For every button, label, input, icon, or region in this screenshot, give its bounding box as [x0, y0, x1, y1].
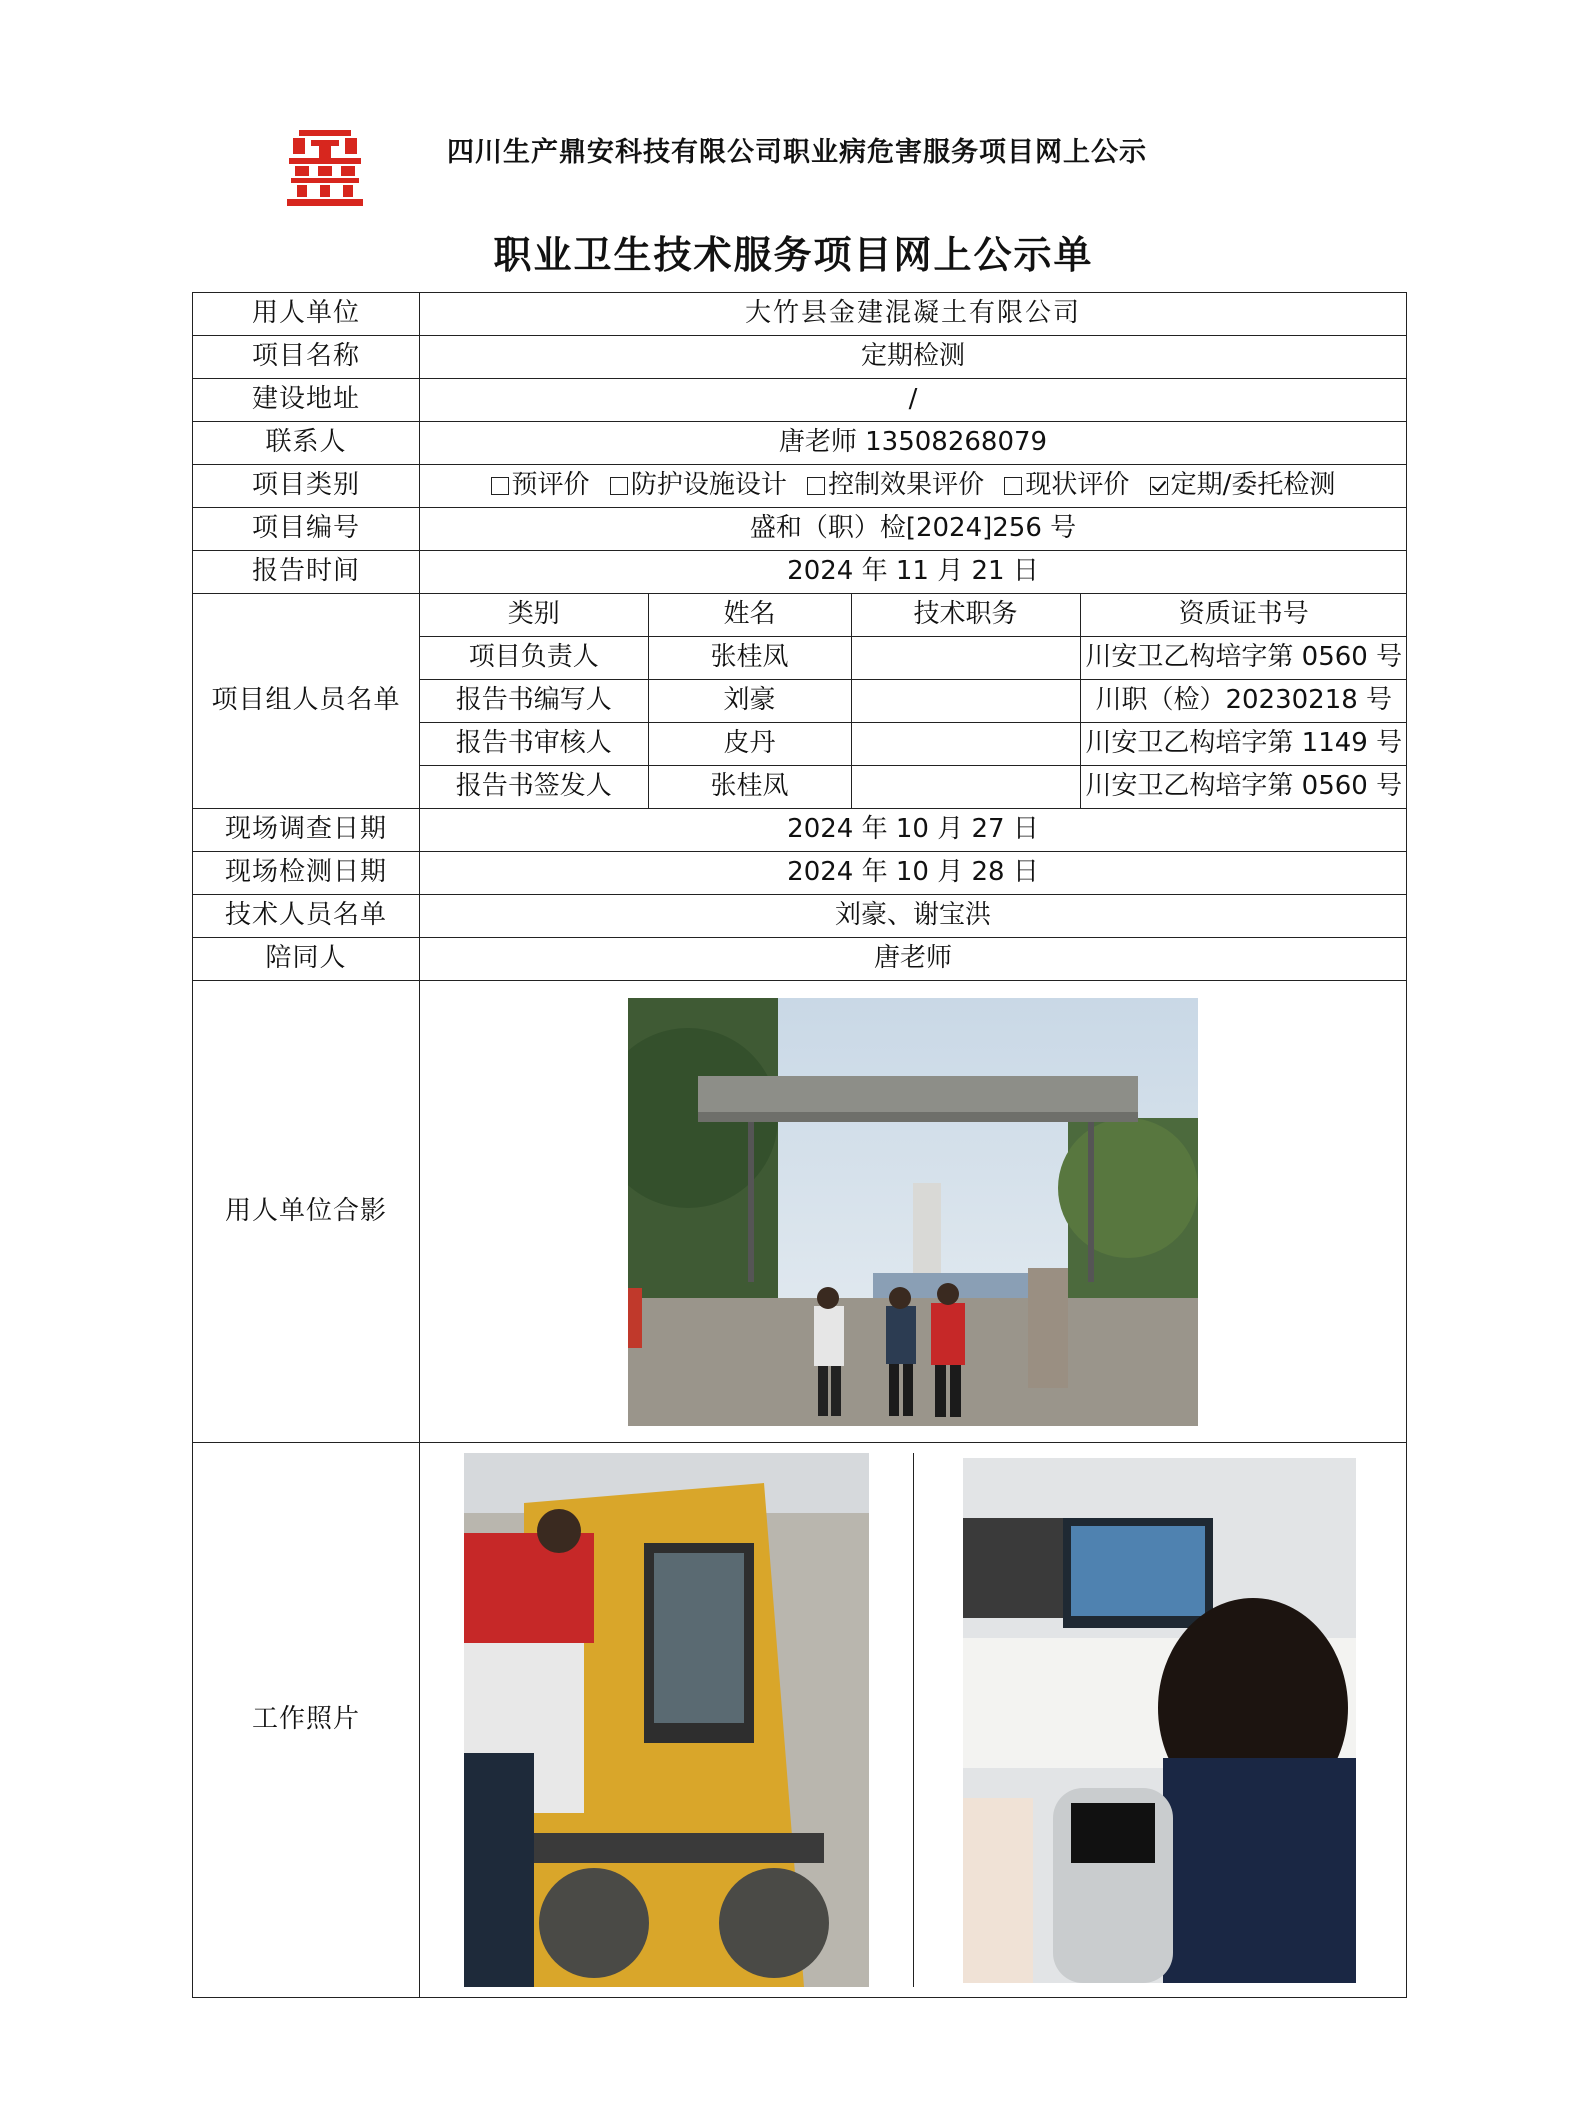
- category-option-pre-evaluation[interactable]: 预评价: [491, 470, 590, 500]
- team-member-row: [420, 766, 1407, 809]
- team-header-title: 技术职务: [851, 594, 1080, 637]
- checkbox-icon[interactable]: [1004, 477, 1022, 495]
- project-name-value: 定期检测: [420, 336, 1407, 379]
- employer-label: 用人单位: [193, 293, 420, 336]
- team-header-category: 类别: [420, 594, 648, 637]
- member-name: 张桂凤: [648, 766, 851, 809]
- member-cert: 川安卫乙构培字第 0560 号: [1080, 766, 1407, 809]
- category-option-periodic-testing[interactable]: 定期/委托检测: [1150, 470, 1336, 500]
- checked-checkbox-icon[interactable]: [1150, 477, 1168, 495]
- test-date-value: 2024 年 10 月 28 日: [420, 852, 1407, 895]
- survey-date-value: 2024 年 10 月 27 日: [420, 809, 1407, 852]
- test-date-row: [193, 852, 1407, 895]
- work-photo-right-cell: [914, 1453, 1407, 1987]
- category-row: [193, 465, 1407, 508]
- work-photo-left-cell: [420, 1453, 914, 1987]
- address-label: 建设地址: [193, 379, 420, 422]
- survey-date-row: [193, 809, 1407, 852]
- survey-date-label: 现场调查日期: [193, 809, 420, 852]
- address-row: [193, 379, 1407, 422]
- team-header-name: 姓名: [648, 594, 851, 637]
- member-name: 皮丹: [648, 723, 851, 766]
- member-cert: 川职（检）20230218 号: [1080, 680, 1407, 723]
- category-option-protection-design[interactable]: 防护设施设计: [610, 470, 787, 500]
- company-seal-logo-icon: [285, 128, 365, 208]
- category-label: 项目类别: [193, 465, 420, 508]
- team-member-row: [420, 637, 1407, 680]
- disclosure-form-table: [192, 292, 1407, 1998]
- team-subtable-cell: [420, 594, 1407, 809]
- team-member-row: [420, 723, 1407, 766]
- document-title: 职业卫生技术服务项目网上公示单: [493, 232, 1094, 277]
- technicians-label: 技术人员名单: [193, 895, 420, 938]
- group-photo-cell: [420, 981, 1407, 1443]
- checkbox-icon[interactable]: [491, 477, 509, 495]
- group-photo-image: [628, 998, 1198, 1426]
- escort-label: 陪同人: [193, 938, 420, 981]
- contact-value: 唐老师 13508268079: [420, 422, 1407, 465]
- member-role: 报告书编写人: [420, 680, 648, 723]
- contact-row: [193, 422, 1407, 465]
- member-role: 报告书审核人: [420, 723, 648, 766]
- escort-row: [193, 938, 1407, 981]
- work-photos-label: 工作照片: [193, 1443, 420, 1998]
- group-photo-label: 用人单位合影: [193, 981, 420, 1443]
- member-name: 张桂凤: [648, 637, 851, 680]
- category-option-control-effect[interactable]: 控制效果评价: [807, 470, 984, 500]
- address-value: /: [420, 379, 1407, 422]
- project-no-row: [193, 508, 1407, 551]
- project-name-row: [193, 336, 1407, 379]
- company-header-title: 四川生产鼎安科技有限公司职业病危害服务项目网上公示: [447, 137, 1147, 168]
- checkbox-icon[interactable]: [610, 477, 628, 495]
- member-title: [851, 766, 1080, 809]
- project-no-label: 项目编号: [193, 508, 420, 551]
- checkbox-icon[interactable]: [807, 477, 825, 495]
- team-label: 项目组人员名单: [193, 594, 420, 809]
- group-photo-row: [193, 981, 1407, 1443]
- technicians-value: 刘豪、谢宝洪: [420, 895, 1407, 938]
- team-subtable: [420, 594, 1407, 808]
- team-row: [193, 594, 1407, 809]
- category-option-status-evaluation[interactable]: 现状评价: [1004, 470, 1129, 500]
- work-photos-row: [193, 1443, 1407, 1998]
- work-photo-loader-image: [464, 1453, 869, 1987]
- team-header-cert: 资质证书号: [1080, 594, 1407, 637]
- test-date-label: 现场检测日期: [193, 852, 420, 895]
- report-time-label: 报告时间: [193, 551, 420, 594]
- member-role: 报告书签发人: [420, 766, 648, 809]
- team-member-row: [420, 680, 1407, 723]
- member-title: [851, 680, 1080, 723]
- employer-row: [193, 293, 1407, 336]
- project-name-label: 项目名称: [193, 336, 420, 379]
- employer-value: 大竹县金建混凝土有限公司: [420, 293, 1407, 336]
- work-photos-cell: [420, 1443, 1407, 1998]
- member-cert: 川安卫乙构培字第 0560 号: [1080, 637, 1407, 680]
- member-role: 项目负责人: [420, 637, 648, 680]
- report-time-row: [193, 551, 1407, 594]
- member-name: 刘豪: [648, 680, 851, 723]
- escort-value: 唐老师: [420, 938, 1407, 981]
- member-cert: 川安卫乙构培字第 1149 号: [1080, 723, 1407, 766]
- team-header-row: [420, 594, 1407, 637]
- member-title: [851, 723, 1080, 766]
- contact-label: 联系人: [193, 422, 420, 465]
- category-options: [420, 465, 1407, 508]
- project-no-value: 盛和（职）检[2024]256 号: [420, 508, 1407, 551]
- report-time-value: 2024 年 11 月 21 日: [420, 551, 1407, 594]
- member-title: [851, 637, 1080, 680]
- technicians-row: [193, 895, 1407, 938]
- work-photo-noise-meter-image: [963, 1458, 1356, 1983]
